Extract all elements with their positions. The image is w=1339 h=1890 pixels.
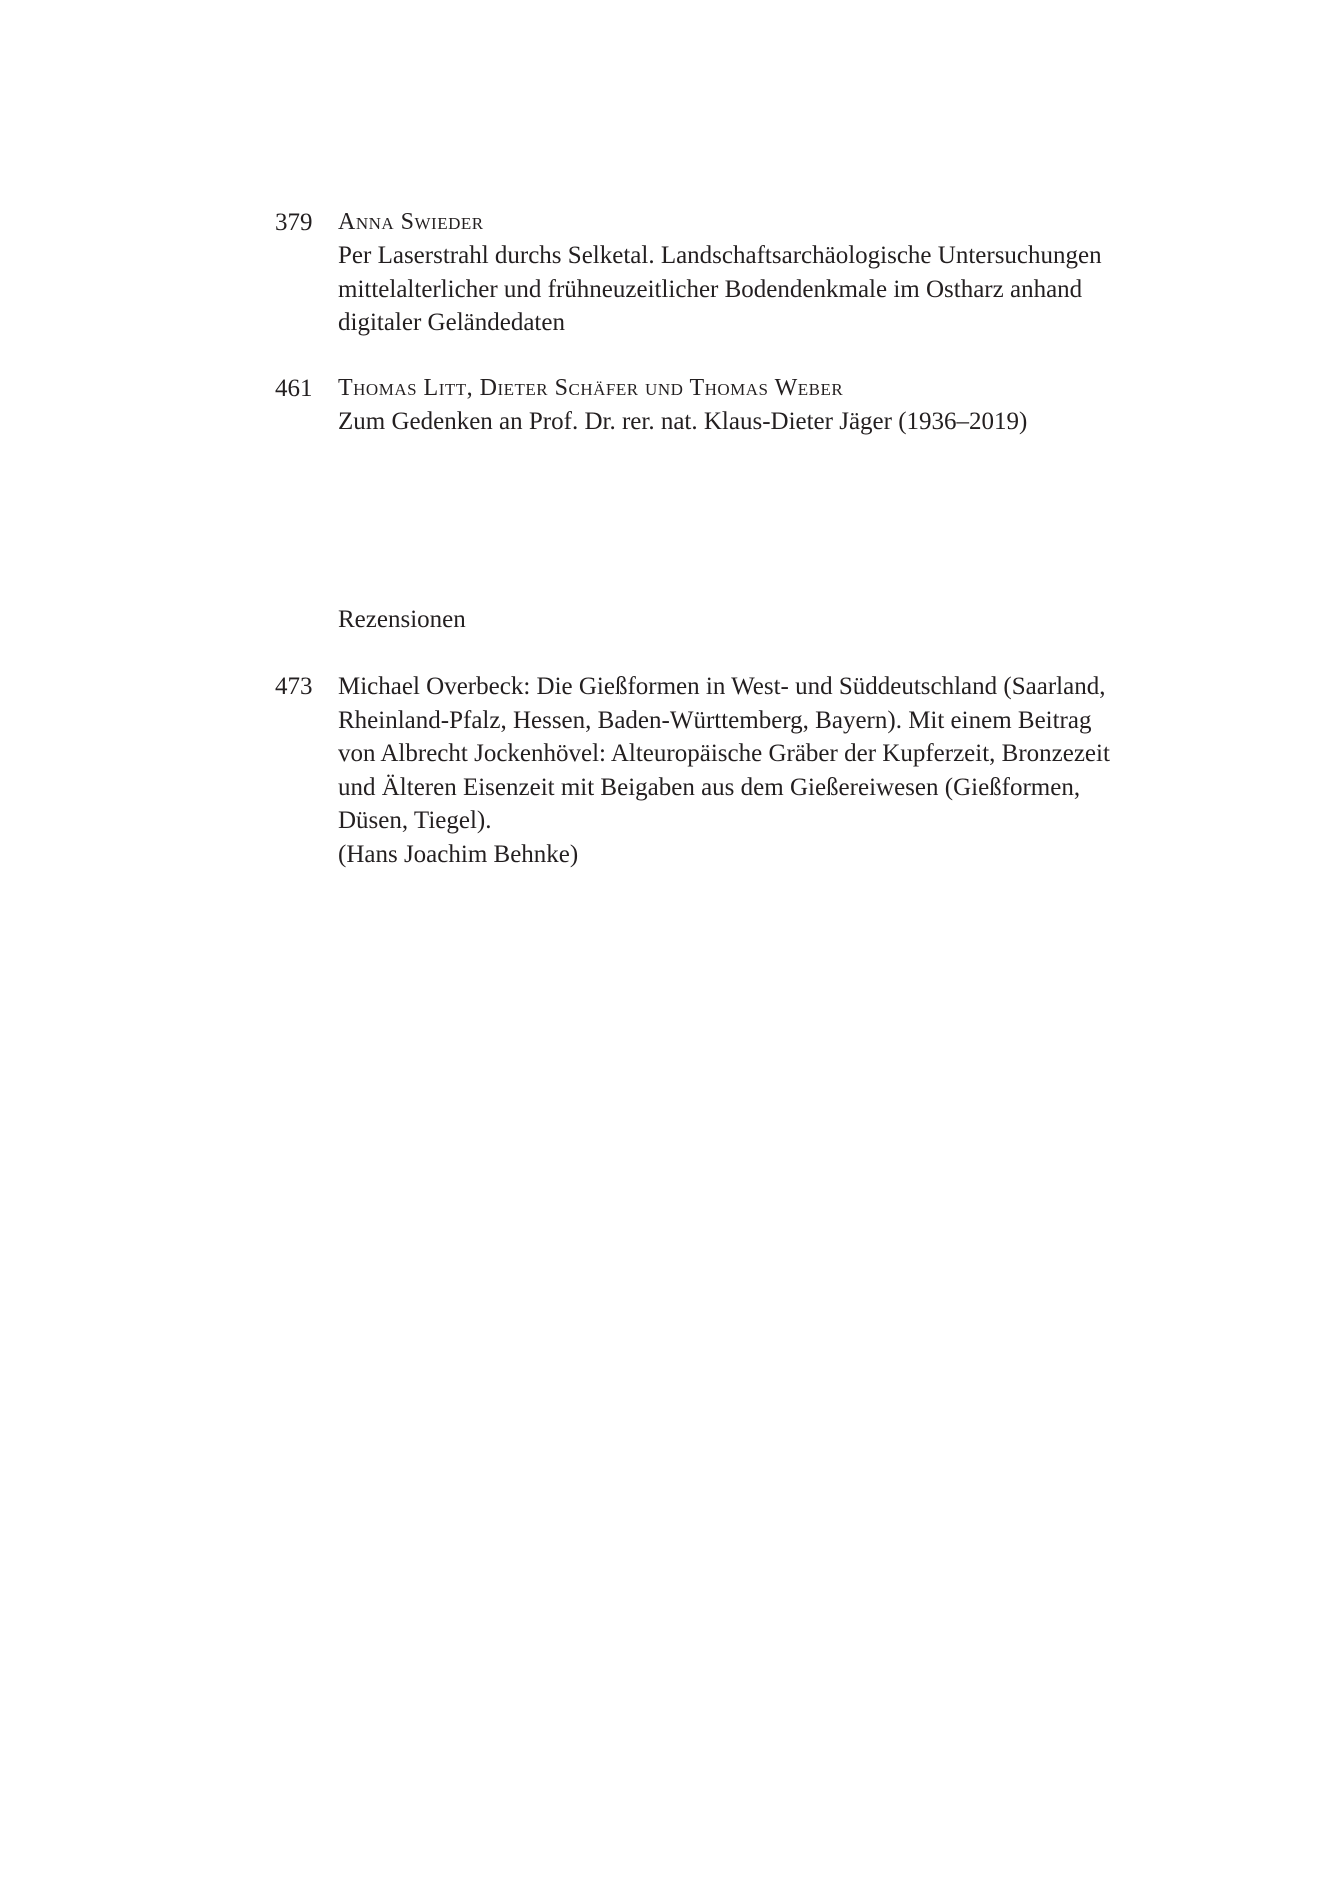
toc-entry-body [338,206,1178,340]
review-entry-body [338,670,1178,871]
section-heading: Rezensionen [338,606,466,633]
toc-title-line: digitaler Geländedaten [338,309,565,336]
review-reviewer: (Hans Joachim Behnke) [338,840,579,868]
toc-title-line: mittelalterlicher und frühneuzeitlicher Bodendenkmale im Ostharz anhand [338,275,1083,303]
toc-entry-body [338,372,1178,439]
toc-page-number: 461 [275,375,313,402]
toc-title-line: Zum Gedenken an Prof. Dr. rer. nat. Klaus-Dieter Jäger (1936–2019) [338,408,1028,435]
toc-authors: Thomas Litt, Dieter Schäfer und Thomas Weber [338,375,844,401]
toc-page-number: 379 [275,209,313,236]
review-line: Düsen, Tiegel). [338,807,492,834]
review-line: Michael Overbeck: Die Gießformen in West- und Süddeutschland (Saarland, [338,673,1106,700]
review-line: und Älteren Eisenzeit mit Beigaben aus dem Gießereiwesen (Gießformen, [338,773,1081,801]
review-page-number: 473 [275,673,313,700]
review-line: von Albrecht Jockenhövel: Alteuropäische Gräber der Kupferzeit, Bronzezeit [338,740,1110,767]
review-line: Rheinland-Pfalz, Hessen, Baden-Württemberg, Bayern). Mit einem Beitrag [338,706,1092,734]
toc-authors: Anna Swieder [338,209,484,235]
toc-title-line: Per Laserstrahl durchs Selketal. Landschaftsarchäologische Untersuchungen [338,242,1102,269]
